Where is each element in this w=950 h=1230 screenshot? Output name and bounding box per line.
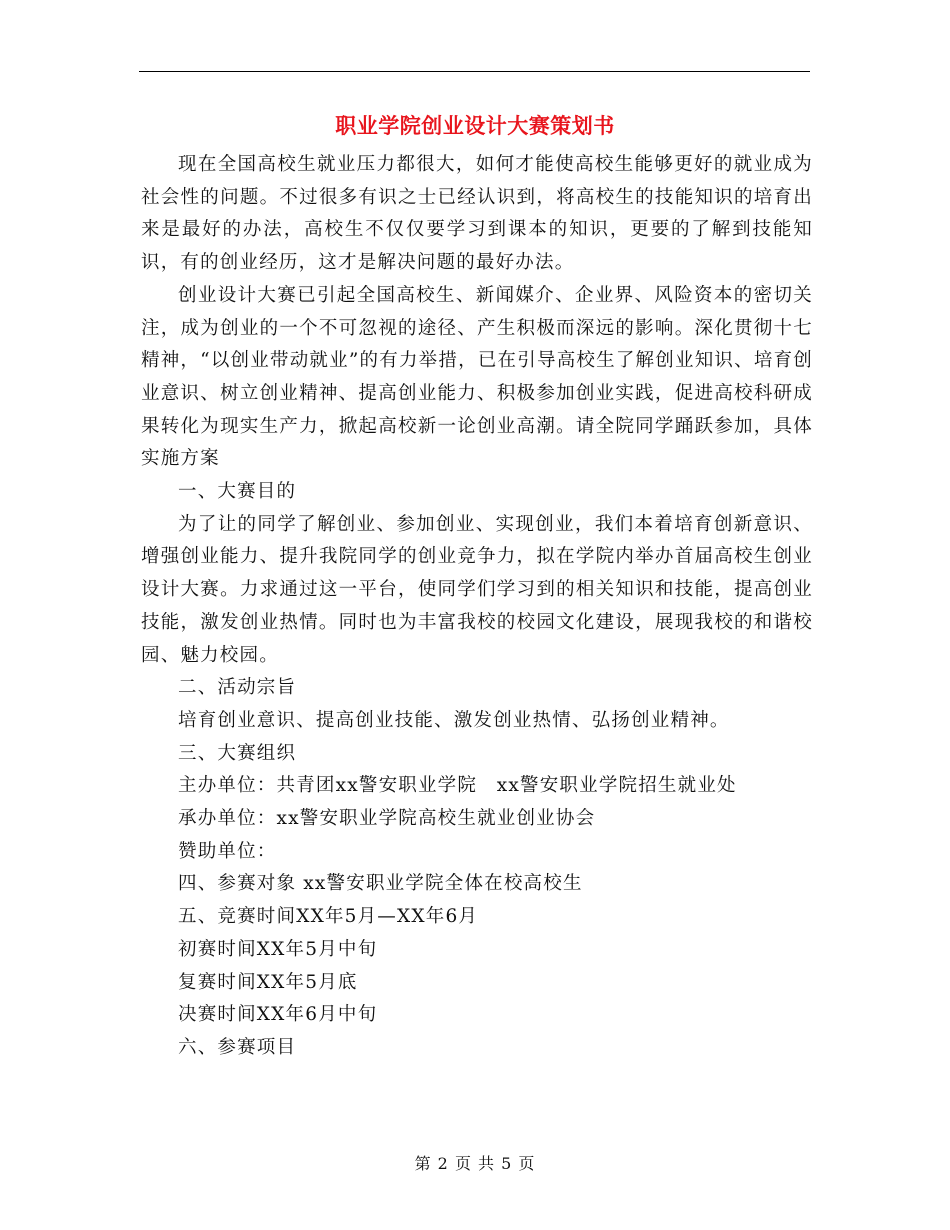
document-body: [141, 149, 813, 1065]
page-number: 第 2 页 共 5 页: [414, 1154, 536, 1173]
sponsor-line: 赞助单位：: [178, 840, 277, 862]
section-heading-projects: 六、参赛项目: [178, 1036, 297, 1058]
competition-time-line: 五、竞赛时间XX年5月—XX年6月: [178, 906, 479, 928]
section-heading-purpose: 一、大赛目的: [178, 481, 297, 503]
document-title: 职业学院创业设计大赛策划书: [335, 113, 615, 138]
section-heading-aim: 二、活动宗旨: [178, 677, 297, 699]
purpose-paragraph: 为了让的同学了解创业、参加创业、实现创业，我们本着培育创新意识、增强创业能力、提升我院同学的创业竞争力，拟在学院内举办首届高校生创业设计大赛。力求通过这一平台，使同学们学习到的相关知识和技能，提高创业技能，激发创业热情。同时也为丰富我校的校园文化建设，展现我校的和谐校园、魅力校园。: [141, 513, 813, 666]
intro-paragraph: 现在全国高校生就业压力都很大，如何才能使高校生能够更好的就业成为社会性的问题。不过很多有识之士已经认识到，将高校生的技能知识的培育出来是最好的办法，高校生不仅仅要学习到课本的知识，更要的了解到技能知识，有的创业经历，这才是解决问题的最好办法。: [141, 154, 813, 274]
preliminary-time-line: 初赛时间XX年5月中旬: [178, 938, 378, 960]
section-heading-organization: 三、大赛组织: [178, 742, 297, 764]
participants-line: 四、参赛对象 xx警安职业学院全体在校高校生: [178, 873, 583, 895]
aim-text: 培育创业意识、提高创业技能、激发创业热情、弘扬创业精神。: [178, 709, 730, 731]
header-rule: [139, 71, 810, 72]
co-organizer-line: 承办单位：xx警安职业学院高校生就业创业协会: [178, 808, 596, 830]
semifinal-time-line: 复赛时间XX年5月底: [178, 971, 358, 993]
background-paragraph: 创业设计大赛已引起全国高校生、新闻媒介、企业界、风险资本的密切关注，成为创业的一个不可忽视的途径、产生积极而深远的影响。深化贯彻十七精神，“以创业带动就业”的有力举措，已在引导高校生了解创业知识、培育创业意识、树立创业精神、提高创业能力、积极参加创业实践，促进高校科研成果转化为现实生产力，掀起高校新一论创业高潮。请全院同学踊跃参加，具体实施方案: [141, 284, 813, 470]
organizer-line: 主办单位：共青团xx警安职业学院 xx警安职业学院招生就业处: [178, 775, 737, 797]
final-time-line: 决赛时间XX年6月中旬: [178, 1004, 378, 1026]
